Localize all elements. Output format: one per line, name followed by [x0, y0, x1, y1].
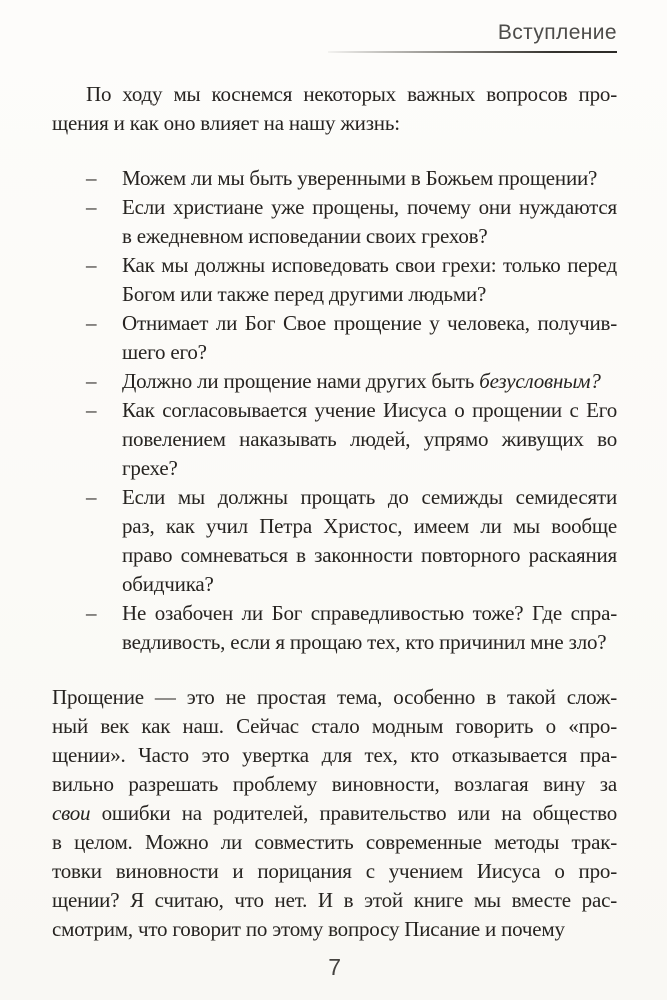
header-rule: [328, 51, 617, 53]
list-item: [52, 193, 617, 251]
text-line: Как мы должны исповедовать свои грехи: только перед: [122, 253, 617, 277]
text-line: Если мы должны прощать до семижды семидесяти: [122, 485, 617, 509]
text-line: обидчика?: [122, 572, 214, 596]
text-line: По ходу мы коснемся некоторых важных вопросов про-: [86, 82, 617, 106]
list-marker: –: [86, 485, 97, 509]
text-line: повелением наказывать людей, упрямо живущих во: [122, 427, 617, 451]
text-line: Прощение — это не простая тема, особенно в такой слож-: [52, 685, 617, 709]
text-line: право сомневаться в законности повторного раскаяния: [122, 543, 617, 567]
text-line: смотрим, что говорит по этому вопросу Писание и почему: [52, 917, 565, 941]
list-item-text: [122, 251, 617, 309]
list-item-text: [122, 164, 617, 193]
list-item: [52, 396, 617, 483]
list-marker: –: [86, 253, 97, 277]
list-item: [52, 367, 617, 396]
closing-paragraph: [52, 683, 617, 944]
list-marker: –: [86, 398, 97, 422]
list-item-text: [122, 483, 617, 599]
text-line: Если христиане уже прощены, почему они нуждаются: [122, 195, 617, 219]
list-marker: –: [86, 195, 97, 219]
text-line: Как согласовывается учение Иисуса о прощении с Его: [122, 398, 617, 422]
text-line: Должно ли прощение нами других быть безусловным?: [122, 369, 601, 393]
intro-paragraph: [52, 80, 617, 138]
list-marker: –: [86, 369, 97, 393]
running-header: [52, 0, 617, 53]
text-line: Можем ли мы быть уверенными в Божьем прощении?: [122, 166, 598, 190]
questions-list: [52, 164, 617, 657]
list-marker: –: [86, 166, 97, 190]
text-line: вильно разрешать проблему виновности, возлагая вину за: [52, 772, 617, 796]
text-line: Не озабочен ли Бог справедливостью тоже? Где спра-: [122, 601, 617, 625]
text-line: раз, как учил Петра Христос, имеем ли мы вообще: [122, 514, 617, 538]
text-line: в целом. Можно ли совместить современные методы трак-: [52, 830, 617, 854]
list-item-text: [122, 367, 617, 396]
running-header-title: Вступление: [497, 21, 617, 44]
list-item-text: [122, 396, 617, 483]
italic-text: безусловным?: [479, 369, 601, 393]
text-line: ведливость, если я прощаю тех, кто причинил мне зло?: [122, 630, 607, 654]
list-item-text: [122, 599, 617, 657]
text-line: Отнимает ли Бог Свое прощение у человека, получив-: [122, 311, 617, 335]
list-item-text: [122, 309, 617, 367]
list-item: [52, 251, 617, 309]
list-marker: –: [86, 601, 97, 625]
text-line: шего его?: [122, 340, 207, 364]
page-content: [52, 0, 617, 980]
list-item: [52, 483, 617, 599]
list-marker: –: [86, 311, 97, 335]
list-item: [52, 164, 617, 193]
text-line: ный век как наш. Сейчас стало модным говорить о «про-: [52, 714, 617, 738]
list-item-text: [122, 193, 617, 251]
text-line: щении». Часто это увертка для тех, кто отказывается пра-: [52, 743, 617, 767]
text-line: Богом или также перед другими людьми?: [122, 282, 487, 306]
text-line: в ежедневном исповедании своих грехов?: [122, 224, 488, 248]
list-item: [52, 599, 617, 657]
text-line: товки виновности и порицания с учением Иисуса о про-: [52, 859, 617, 883]
page-number: 7: [328, 954, 341, 980]
text-line: свои ошибки на родителей, правительство или на общество: [52, 801, 617, 825]
list-item: [52, 309, 617, 367]
text-line: грехе?: [122, 456, 178, 480]
italic-text: свои: [52, 801, 91, 825]
text-line: щении? Я считаю, что нет. И в этой книге мы вместе рас-: [52, 888, 617, 912]
text-line: щения и как оно влияет на нашу жизнь:: [52, 111, 400, 135]
